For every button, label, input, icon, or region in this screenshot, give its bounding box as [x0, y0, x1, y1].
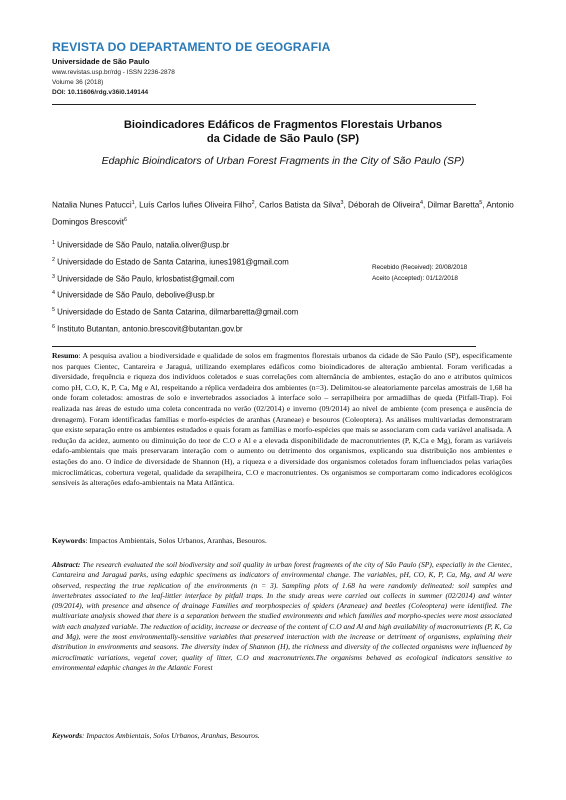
header-divider: [52, 104, 476, 105]
affiliation-text: Universidade de São Paulo, krlosbatist@gmail.com: [57, 274, 235, 284]
keywords-en-label: Keywords: [52, 731, 82, 740]
author-affiliation-marker: 4: [420, 200, 424, 206]
author-separator: ,: [134, 200, 140, 210]
article-title-pt: [60, 118, 506, 146]
author-affiliation-marker: 5: [479, 200, 483, 206]
affiliation-item: [52, 270, 298, 287]
article-title-en: Edaphic Bioindicators of Urban Forest Fragments in the City of São Paulo (SP): [101, 156, 465, 167]
abstract-paragraph: [52, 560, 512, 673]
author-affiliation-marker: 6: [123, 216, 127, 223]
author-affiliation-marker: 1: [131, 200, 135, 206]
affiliation-text: Universidade do Estado de Santa Catarina, dilmarbaretta@gmail.com: [57, 307, 299, 317]
author-name: Déborah de Oliveira: [348, 200, 421, 210]
abstract-top-divider: [52, 346, 476, 347]
affiliation-marker: 2: [52, 256, 55, 263]
resumo-text: : A pesquisa avaliou a biodiversidade e qualidade de solos em fragmentos florestais urbanos da cidade de São Paulo (SP), especificamente nos parques Cientec, Cantareira e Jaraguá, utilizando exemplares edáficos como bioindicadores de alteração ambiental. Foram verificadas a diversidade, frequência e riqueza dos indivíduos coletados e suas correlações com alternância de ambientes, estação do ano e atributos químicos como pH, C.O, K, P, Ca, Mg e Al, respeitando a réplica verdadeira dos ambientes (n=3). Delimitou-se aleatoriamente parcelas amostrais de 1,68 ha onde foram coletados: amostras de solo e invertebrados associados à interface solo – serrapilheira por armadilhas de queda (Pitfall-Trap). Foi realizada nas áreas de estudo uma coleta concentrada no verão (02/2014) e inverno (09/2014) ao nível de ambiente (com presença e ausência de drenagem). Foram identificadas famílias e morfo-espécies de aranhas (Araneae) e besouros (Coleoptera). As análises multivariadas demonstraram que existe separação entre os ambientes estudados e quais foram as famílias e morfo-espécies que mais se associaram com cada variável analisada. A redução da acidez, aumento ou diminuição do teor de C.O e Al e a elevada disponibilidade de macronutrientes (P, K,Ca e Mg), foram as variáveis edafo-ambientais que mais preservaram interação com o aumento ou detrimento dos organismos, explicando sua distribuição nos ambientes e estações do ano. O índice de diversidade de Shannon (H), a riqueza e a diversidade dos organismos coletados foram influenciados pelas variações microclimáticas, cobertura vegetal, qualidade da serapilheira, C.O e macronutrientes. Os organismos se comportaram como indicadores ecológicos sensíveis às alterações edafo-ambientais na Mata Atlântica.: [52, 351, 512, 488]
affiliation-item: [52, 320, 298, 337]
author-affiliation-marker: 3: [340, 200, 344, 206]
author-name: Dilmar Baretta: [427, 200, 480, 210]
title-pt-line-1: Bioindicadores Edáficos de Fragmentos Florestais Urbanos: [123, 119, 443, 131]
author-name: Luís Carlos Iuñes Oliveira Filho: [139, 200, 252, 210]
article-dates: [372, 262, 467, 284]
keywords-pt-text: : Impactos Ambientais, Solos Urbanos, Aranhas, Besouros.: [85, 536, 267, 545]
journal-website-issn: www.revistas.usp.br/rdg - ISSN 2236-2878: [52, 69, 175, 76]
author-list: [52, 196, 522, 229]
author-name: Natalia Nunes Patucci: [52, 200, 132, 210]
abstract-label: Abstract:: [52, 560, 81, 569]
journal-doi: DOI: 10.11606/rdg.v36i0.149144: [52, 89, 149, 96]
affiliation-marker: 4: [52, 290, 55, 297]
author-affiliation-marker: 2: [251, 200, 255, 206]
affiliation-marker: 6: [52, 323, 55, 330]
journal-volume: Volume 36 (2018): [52, 79, 104, 86]
affiliation-text: Instituto Butantan, antonio.brescovit@butantan.gov.br: [57, 324, 243, 334]
affiliation-list: [52, 236, 298, 337]
journal-institution: Universidade de São Paulo: [52, 57, 150, 66]
received-date: Recebido (Received): 20/08/2018: [372, 264, 468, 271]
author-separator: ,: [482, 200, 487, 210]
resumo-label: Resumo: [52, 351, 79, 360]
keywords-pt-label: Keywords: [52, 536, 86, 545]
journal-name: REVISTA DO DEPARTAMENTO DE GEOGRAFIA: [52, 40, 331, 54]
keywords-en-text: : Impactos Ambientais, Solos Urbanos, Aranhas, Besouros.: [82, 731, 260, 740]
affiliation-text: Universidade de São Paulo, natalia.oliver@usp.br: [57, 240, 230, 250]
resumo-paragraph: [52, 351, 512, 489]
accepted-date: Aceito (Accepted): 01/12/2018: [372, 275, 458, 282]
author-separator: ,: [423, 200, 428, 210]
affiliation-marker: 5: [52, 307, 55, 314]
affiliation-text: Universidade de São Paulo, debolive@usp.br: [57, 290, 215, 300]
title-pt-line-2: da Cidade de São Paulo (SP): [206, 133, 360, 145]
affiliation-item: [52, 236, 298, 253]
author-separator: ,: [343, 200, 349, 210]
keywords-pt: [52, 536, 512, 545]
affiliation-marker: 1: [52, 240, 55, 246]
author-name: Carlos Batista da Silva: [259, 200, 341, 210]
author-name: Antonio Domingos Brescovit: [52, 200, 514, 227]
affiliation-marker: 3: [52, 273, 55, 280]
affiliation-item: [52, 303, 298, 320]
affiliation-text: Universidade do Estado de Santa Catarina, iunes1981@gmail.com: [57, 257, 289, 267]
abstract-text: The research evaluated the soil biodiversity and soil quality in urban forest fragments of the city of São Paulo (SP), especially in the Cientec, Cantareira and Jaraguá parks, using edaphic specimens as indicators of environmental change. The variables, pH, CO, K, P, Ca, Mg, and Al were observed, respecting the true replication of the environments (n = 3). Sampling plots of 1.68 ha were randomly delineated: soil samples and invertebrates associated to the leaf-littler interface by pitfall traps. In the study areas were carried out collects in summer (02/2014) and winter (09/2014), with presence and absence of drainage Families and morphospecies of spiders (Araneae) and beetles (Coleoptera) were identified. The multivariate analysis showed that there is a separation between the studied environments and which families and morpho-species were most associated with each analyzed variable. The reduction of acidity, increase or decrease of the content of C.O and Al and high availability of macronutrients (P, K, Ca and Mg), were the most environmentally-sensitive variables that preserved interaction with the increase or detriment of organisms, explaining their distribution in environments and seasons. The diversity index of Shannon (H), the richness and diversity of the collected organisms were influenced by microclimatic variations, vegetal cover, quality of litter, C.O and macronutrients.The organisms behaved as ecological indicators sensitive to environmental edaphic changes in the Atlantic Forest: [52, 560, 512, 672]
affiliation-item: [52, 253, 298, 270]
affiliation-item: [52, 286, 298, 303]
author-separator: ,: [254, 200, 260, 210]
keywords-en: [52, 731, 512, 740]
